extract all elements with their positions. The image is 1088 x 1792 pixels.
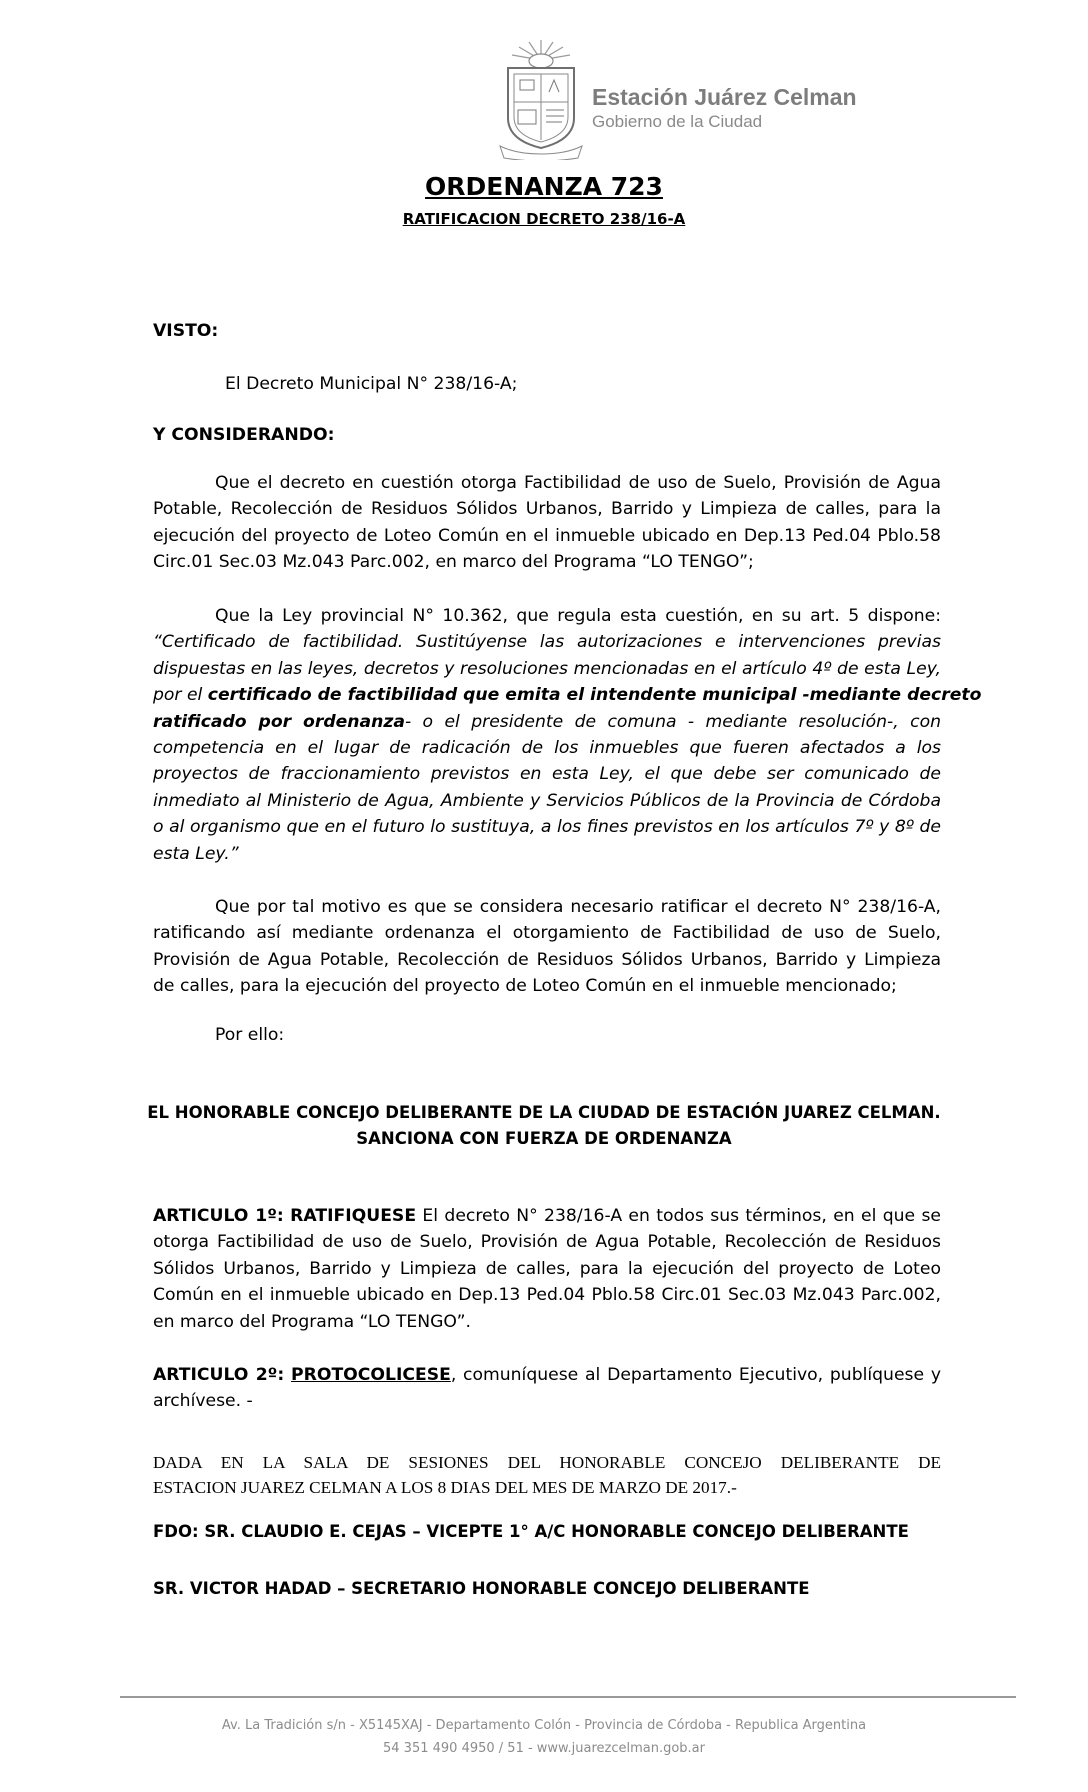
articulo-2	[153, 1362, 941, 1415]
quote-emphasis: ratificado por ordenanza	[153, 711, 405, 732]
text-line	[153, 1203, 941, 1229]
article-verb: RATIFIQUESE	[290, 1206, 417, 1226]
text-line: Que por tal motivo es que se considera necesario ratificar el decreto N° 238/16-A,	[215, 897, 941, 917]
text-line: Circ.01 Sec.03 Mz.043 Parc.002, en marco del Programa “LO TENGO”;	[153, 552, 754, 573]
document-subtitle: RATIFICACION DECRETO 238/16-A	[402, 210, 686, 228]
text-line: ratificando así mediante ordenanza el otorgamiento de Factibilidad de uso de Suelo,	[153, 923, 941, 944]
text-line: ESTACION JUAREZ CELMAN A LOS 8 DIAS DEL MES DE MARZO DE 2017.-	[153, 1478, 737, 1497]
quote-line	[153, 682, 982, 708]
footer-address: Av. La Tradición s/n - X5145XAJ - Departamento Colón - Provincia de Córdoba - Republica Argentina	[221, 1718, 867, 1733]
quote-line: inmediato al Ministerio de Agua, Ambiente y Servicios Públicos de la Provincia de Córdoba	[153, 790, 941, 811]
considerando-paragraph-3	[153, 894, 941, 1000]
visto-text: El Decreto Municipal N° 238/16-A;	[225, 374, 518, 394]
text-line: Potable, Recolección de Residuos Sólidos Urbanos, Barrido y Limpieza de calles, para la	[153, 499, 941, 520]
article-label: ARTICULO 1º:	[153, 1206, 284, 1226]
letterhead	[496, 36, 896, 160]
text-line: DADA EN LA SALA DE SESIONES DEL HONORABLE CONCEJO DELIBERANTE DE	[153, 1453, 941, 1472]
article-label: ARTICULO 2º:	[153, 1365, 285, 1385]
considerando-label: Y CONSIDERANDO:	[153, 425, 335, 445]
text-line: otorga Factibilidad de uso de Suelo, Provisión de Agua Potable, Recolección de Residuos	[153, 1232, 941, 1253]
text-line: en marco del Programa “LO TENGO”.	[153, 1311, 472, 1332]
considerando-paragraph-2	[153, 603, 982, 867]
footer-contact: 54 351 490 4950 / 51 - www.juarezcelman.gob.ar	[383, 1741, 705, 1756]
dada-en-la-sala	[153, 1450, 941, 1500]
quote-emphasis: certificado de factibilidad que emita el intendente municipal -mediante decreto	[207, 685, 982, 706]
sanciona-line-2: SANCIONA CON FUERZA DE ORDENANZA	[356, 1129, 732, 1148]
considerando-paragraph-1	[153, 470, 941, 576]
quote-text: por el	[153, 685, 208, 706]
quote-line: esta Ley.”	[153, 843, 239, 864]
text-line	[153, 1362, 941, 1388]
org-name: Estación Juárez Celman	[592, 84, 857, 110]
firma-secretario: SR. VICTOR HADAD – SECRETARIO HONORABLE CONCEJO DELIBERANTE	[153, 1579, 810, 1598]
document-title: ORDENANZA 723	[425, 172, 663, 201]
quote-line	[153, 709, 941, 735]
quote-line: proyectos de fraccionamiento previstos en esta Ley, el que debe ser comunicado de	[153, 764, 941, 785]
org-subtitle: Gobierno de la Ciudad	[592, 112, 763, 131]
article-text: El decreto N° 238/16-A en todos sus términos, en el que se	[416, 1206, 941, 1226]
article-text: , comuníquese al Departamento Ejecutivo, publíquese y	[450, 1365, 941, 1385]
firma-presidente: FDO: SR. CLAUDIO E. CEJAS – VICEPTE 1° A/C HONORABLE CONCEJO DELIBERANTE	[153, 1522, 909, 1541]
text-line: Que la Ley provincial N° 10.362, que regula esta cuestión, en su art. 5 dispone:	[215, 606, 941, 626]
text-line: Provisión de Agua Potable, Recolección de Residuos Sólidos Urbanos, Barrido y Limpieza	[153, 949, 941, 970]
text-line: archívese. -	[153, 1391, 253, 1412]
quote-line: “Certificado de factibilidad. Sustitúyense las autorizaciones e intervenciones previas	[153, 632, 941, 653]
footer-divider	[120, 1696, 1016, 1698]
text-line: Común en el inmueble ubicado en Dep.13 Ped.04 Pblo.58 Circ.01 Sec.03 Mz.043 Parc.002,	[153, 1285, 941, 1306]
quote-line: competencia en el lugar de radicación de los inmuebles que fueren afectados a los	[153, 738, 941, 759]
quote-line: dispuestas en las leyes, decretos y resoluciones mencionadas en el artículo 4º de esta Ley,	[153, 658, 941, 679]
text-line: Que el decreto en cuestión otorga Factibilidad de uso de Suelo, Provisión de Agua	[215, 473, 941, 493]
visto-label: VISTO:	[153, 321, 219, 341]
text-line: Sólidos Urbanos, Barrido y Limpieza de calles, para la ejecución del proyecto de Loteo	[153, 1258, 941, 1279]
article-verb: PROTOCOLICESE	[291, 1365, 451, 1385]
coat-of-arms-icon	[496, 36, 586, 160]
text-line: de calles, para la ejecución del proyecto de Loteo Común en el inmueble mencionado;	[153, 976, 897, 997]
articulo-1	[153, 1203, 941, 1335]
text-line: ejecución del proyecto de Loteo Común en el inmueble ubicado en Dep.13 Ped.04 Pblo.58	[153, 525, 941, 546]
por-ello: Por ello:	[215, 1025, 285, 1045]
quote-text: - o el presidente de comuna - mediante resolución-, con	[404, 711, 941, 732]
sanciona-line-1: EL HONORABLE CONCEJO DELIBERANTE DE LA CIUDAD DE ESTACIÓN JUAREZ CELMAN.	[147, 1103, 941, 1122]
quote-line: o al organismo que en el futuro lo sustituya, a los fines previstos en los artículos 7º y 8º de	[153, 817, 941, 838]
